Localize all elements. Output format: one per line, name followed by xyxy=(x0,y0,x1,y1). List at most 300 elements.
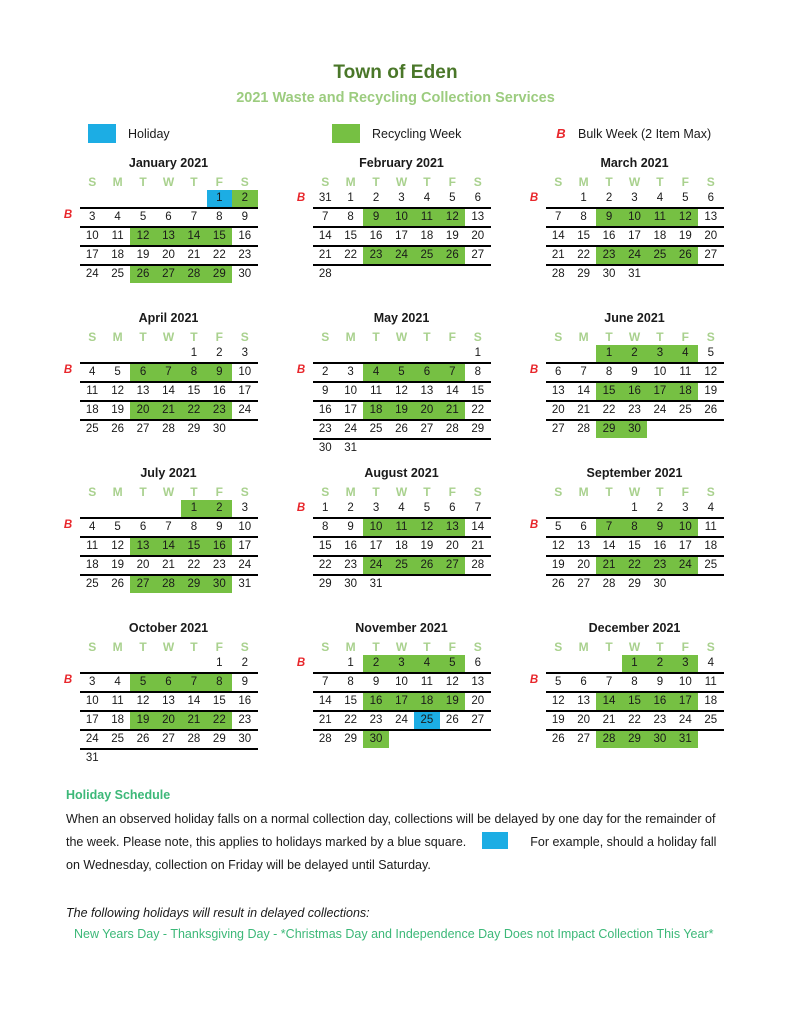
day-cell-empty xyxy=(207,749,232,767)
day-cell: 16 xyxy=(363,227,388,246)
bulk-week-marker: B xyxy=(63,674,73,687)
weekday-header: M xyxy=(345,330,356,345)
day-cell: 9 xyxy=(363,673,388,692)
day-cell: 17 xyxy=(363,537,388,556)
weekday-header: T xyxy=(656,175,664,190)
day-cell: 10 xyxy=(389,208,414,227)
day-cell: 13 xyxy=(571,537,596,556)
day-cell: 28 xyxy=(571,420,596,438)
day-cell: 7 xyxy=(181,208,206,227)
day-cell: 2 xyxy=(207,500,232,518)
day-cell-empty xyxy=(596,500,621,518)
day-cell: 19 xyxy=(546,556,571,575)
day-cell: 1 xyxy=(181,500,206,518)
day-cell: 3 xyxy=(682,502,689,515)
weekday-header: W xyxy=(395,485,408,500)
day-cell-empty xyxy=(546,190,571,208)
day-cell-empty xyxy=(414,575,439,593)
day-cell: 25 xyxy=(363,420,388,439)
month-table xyxy=(313,639,491,748)
day-cell: 3 xyxy=(338,363,363,382)
day-cell: 30 xyxy=(363,730,388,748)
day-cell: 31 xyxy=(673,730,698,748)
weekday-header: S xyxy=(706,330,715,345)
week-row xyxy=(313,556,491,575)
day-cell: 2 xyxy=(363,655,388,673)
day-cell: 3 xyxy=(372,502,380,515)
month-title: February 2021 xyxy=(359,156,444,171)
month-march xyxy=(518,155,751,310)
day-cell: 7 xyxy=(546,208,571,227)
day-cell: 29 xyxy=(596,420,621,438)
day-cell: 24 xyxy=(80,730,105,749)
weekday-header-row xyxy=(546,329,724,345)
day-cell: 12 xyxy=(389,382,414,401)
month-title: November 2021 xyxy=(355,621,448,636)
day-cell: 29 xyxy=(571,265,596,283)
day-cell: 25 xyxy=(389,556,414,575)
day-cell: 5 xyxy=(707,347,714,360)
day-cell-empty xyxy=(571,655,596,673)
day-cell: 13 xyxy=(414,382,439,401)
month-table xyxy=(80,329,258,438)
day-cell: 28 xyxy=(156,420,181,438)
day-cell: 30 xyxy=(232,730,257,749)
day-cell: 8 xyxy=(313,518,338,537)
day-cell: 26 xyxy=(440,711,465,730)
week-row xyxy=(546,711,724,730)
day-cell: 9 xyxy=(232,673,257,692)
day-cell: 30 xyxy=(207,575,232,593)
weekday-header: F xyxy=(448,175,456,190)
recycling-swatch-icon xyxy=(332,124,360,143)
month-table xyxy=(546,174,724,283)
week-row xyxy=(313,208,491,227)
day-cell: 8 xyxy=(181,518,206,537)
day-cell: 12 xyxy=(440,208,465,227)
day-cell-empty xyxy=(156,500,181,518)
day-cell: 12 xyxy=(673,208,698,227)
weekday-header: S xyxy=(240,640,249,655)
day-cell: 5 xyxy=(130,673,155,692)
week-row xyxy=(546,190,724,208)
month-title: December 2021 xyxy=(588,621,681,636)
month-november xyxy=(285,620,518,775)
day-cell: 11 xyxy=(80,382,105,401)
day-cell-empty xyxy=(105,345,130,363)
day-cell: 20 xyxy=(546,401,571,420)
day-cell-empty xyxy=(465,439,490,457)
holiday-schedule-section xyxy=(66,788,730,877)
day-cell: 18 xyxy=(363,401,388,420)
weekday-header: S xyxy=(554,175,563,190)
day-cell: 25 xyxy=(698,556,723,575)
weekday-header: S xyxy=(554,330,563,345)
day-cell: 31 xyxy=(363,575,388,593)
weekday-header: T xyxy=(605,485,613,500)
day-cell: 9 xyxy=(363,208,388,227)
day-cell: 18 xyxy=(80,401,105,420)
day-cell: 23 xyxy=(338,556,363,575)
day-cell: 4 xyxy=(105,673,130,692)
week-row xyxy=(313,673,491,692)
day-cell-empty xyxy=(698,575,723,593)
day-cell: 6 xyxy=(156,673,181,692)
month-title: July 2021 xyxy=(140,466,197,481)
day-cell: 20 xyxy=(465,692,490,711)
weekday-header-row xyxy=(313,484,491,500)
holiday-text-part2: For example, should a holiday fall on Wednesday, collection on Friday will be delayed until Saturday. xyxy=(66,835,717,872)
bulk-week-marker: B xyxy=(63,209,73,222)
day-cell: 24 xyxy=(389,711,414,730)
day-cell: 20 xyxy=(414,401,439,420)
day-cell: 12 xyxy=(105,382,130,401)
day-cell: 10 xyxy=(389,673,414,692)
day-cell: 28 xyxy=(440,420,465,439)
month-title: June 2021 xyxy=(604,311,665,326)
day-cell: 11 xyxy=(363,382,388,401)
weekday-header: T xyxy=(372,485,380,500)
weekday-header: T xyxy=(605,640,613,655)
day-cell: 17 xyxy=(338,401,363,420)
day-cell: 6 xyxy=(156,208,181,227)
weekday-header: S xyxy=(706,175,715,190)
day-cell: 10 xyxy=(232,518,257,537)
legend-label-holiday: Holiday xyxy=(128,126,170,141)
day-cell: 17 xyxy=(673,692,698,711)
day-cell: 28 xyxy=(181,730,206,749)
day-cell: 14 xyxy=(596,692,621,711)
day-cell: 5 xyxy=(389,363,414,382)
day-cell: 28 xyxy=(465,556,490,575)
day-cell: 23 xyxy=(207,401,232,420)
day-cell: 15 xyxy=(571,227,596,246)
week-row xyxy=(313,190,491,208)
weekday-header: S xyxy=(473,175,482,190)
day-cell: 28 xyxy=(546,265,571,283)
week-row xyxy=(313,692,491,711)
day-cell: 24 xyxy=(80,265,105,283)
day-cell-empty xyxy=(363,439,388,457)
weekday-header: T xyxy=(423,640,431,655)
day-cell: 19 xyxy=(414,537,439,556)
day-cell: 2 xyxy=(313,363,338,382)
day-cell: 23 xyxy=(596,246,621,265)
day-cell: 19 xyxy=(698,382,723,401)
week-row xyxy=(546,518,724,537)
day-cell: 1 xyxy=(322,502,329,515)
weekday-header: S xyxy=(321,485,330,500)
day-cell: 12 xyxy=(130,692,155,711)
bulk-week-marker: B xyxy=(296,192,306,205)
day-cell-empty xyxy=(440,575,465,593)
week-row xyxy=(313,382,491,401)
day-cell: 4 xyxy=(398,502,405,515)
weekday-header: S xyxy=(88,175,97,190)
day-cell: 11 xyxy=(698,673,723,692)
month-title: April 2021 xyxy=(138,311,199,326)
day-cell: 26 xyxy=(698,401,723,420)
day-cell: 31 xyxy=(232,575,257,593)
inline-holiday-swatch-icon xyxy=(482,832,508,849)
day-cell: 26 xyxy=(414,556,439,575)
weekday-header-row xyxy=(80,484,258,500)
day-cell: 30 xyxy=(232,265,257,283)
day-cell: 14 xyxy=(465,518,490,537)
day-cell: 10 xyxy=(363,518,388,537)
week-row xyxy=(546,692,724,711)
day-cell: 4 xyxy=(673,345,698,363)
day-cell: 1 xyxy=(631,502,638,515)
day-cell: 20 xyxy=(130,401,155,420)
day-cell: 11 xyxy=(80,537,105,556)
day-cell: 18 xyxy=(647,227,672,246)
weekday-header: M xyxy=(578,330,589,345)
weekday-header: T xyxy=(423,330,431,345)
day-cell: 10 xyxy=(673,518,698,537)
weekday-header: W xyxy=(628,640,641,655)
day-cell: 29 xyxy=(207,265,232,283)
day-cell-empty xyxy=(338,265,363,283)
month-table xyxy=(546,484,724,593)
day-cell: 7 xyxy=(181,673,206,692)
calendar-grid xyxy=(0,155,791,775)
week-row xyxy=(546,265,724,283)
weekday-header: M xyxy=(112,330,123,345)
week-row xyxy=(313,500,491,518)
weekday-header: W xyxy=(628,485,641,500)
day-cell: 22 xyxy=(596,401,621,420)
week-row xyxy=(546,208,724,227)
weekday-header: F xyxy=(681,330,689,345)
day-cell: 4 xyxy=(105,208,130,227)
day-cell: 8 xyxy=(571,208,596,227)
day-cell: 12 xyxy=(546,537,571,556)
day-cell-empty xyxy=(440,345,465,363)
day-cell: 19 xyxy=(673,227,698,246)
day-cell-empty xyxy=(465,575,490,593)
weekday-header: F xyxy=(215,640,223,655)
month-table xyxy=(80,174,258,283)
week-row xyxy=(80,265,258,283)
day-cell: 14 xyxy=(546,227,571,246)
day-cell: 16 xyxy=(338,537,363,556)
day-cell: 20 xyxy=(130,556,155,575)
weekday-header: W xyxy=(162,485,175,500)
week-row xyxy=(313,363,491,382)
day-cell: 6 xyxy=(707,192,714,205)
weekday-header: W xyxy=(395,330,408,345)
day-cell: 15 xyxy=(313,537,338,556)
day-cell: 18 xyxy=(698,537,723,556)
day-cell: 9 xyxy=(207,363,232,382)
day-cell-empty xyxy=(414,265,439,283)
month-title: January 2021 xyxy=(128,156,209,171)
day-cell: 22 xyxy=(622,556,647,575)
weekday-header: S xyxy=(240,485,249,500)
week-row xyxy=(546,500,724,518)
day-cell: 6 xyxy=(449,502,456,515)
day-cell: 7 xyxy=(474,502,481,515)
weekday-header: S xyxy=(554,640,563,655)
week-row xyxy=(80,246,258,265)
month-october xyxy=(52,620,285,775)
day-cell: 4 xyxy=(707,657,714,670)
day-cell: 27 xyxy=(465,711,490,730)
day-cell: 8 xyxy=(465,363,490,382)
day-cell: 20 xyxy=(440,537,465,556)
day-cell: 8 xyxy=(207,673,232,692)
day-cell: 24 xyxy=(389,246,414,265)
day-cell: 11 xyxy=(389,518,414,537)
day-cell: 14 xyxy=(571,382,596,401)
day-cell-empty xyxy=(156,749,181,767)
bulk-week-marker: B xyxy=(63,519,73,532)
weekday-header: W xyxy=(162,330,175,345)
day-cell: 4 xyxy=(656,192,664,205)
day-cell: 27 xyxy=(465,246,490,265)
day-cell-empty xyxy=(232,420,257,438)
day-cell: 7 xyxy=(440,363,465,382)
weekday-header: S xyxy=(554,485,563,500)
day-cell: 15 xyxy=(181,382,206,401)
day-cell: 26 xyxy=(105,420,130,438)
month-table xyxy=(546,639,724,748)
day-cell: 15 xyxy=(622,692,647,711)
day-cell: 9 xyxy=(338,518,363,537)
day-cell: 6 xyxy=(474,657,481,670)
day-cell-empty xyxy=(130,655,155,673)
day-cell-empty xyxy=(389,575,414,593)
day-cell: 12 xyxy=(414,518,439,537)
day-cell: 30 xyxy=(596,265,621,283)
week-row xyxy=(313,420,491,439)
day-cell: 9 xyxy=(622,363,647,382)
day-cell: 1 xyxy=(216,657,223,670)
day-cell-empty xyxy=(673,575,698,593)
day-cell: 28 xyxy=(313,730,338,748)
weekday-header: M xyxy=(345,485,356,500)
month-december xyxy=(518,620,751,775)
day-cell: 24 xyxy=(622,246,647,265)
month-january xyxy=(52,155,285,310)
day-cell: 5 xyxy=(546,518,571,537)
day-cell: 21 xyxy=(440,401,465,420)
day-cell: 21 xyxy=(571,401,596,420)
week-row xyxy=(313,265,491,283)
month-september xyxy=(518,465,751,620)
day-cell: 16 xyxy=(232,227,257,246)
day-cell: 27 xyxy=(156,730,181,749)
weekday-header-row xyxy=(546,639,724,655)
day-cell: 25 xyxy=(105,265,130,283)
day-cell: 13 xyxy=(698,208,723,227)
month-august xyxy=(285,465,518,620)
month-table xyxy=(80,484,258,593)
day-cell-empty xyxy=(105,500,130,518)
day-cell: 6 xyxy=(474,192,481,205)
day-cell: 3 xyxy=(80,208,105,227)
day-cell: 30 xyxy=(207,420,232,438)
day-cell: 3 xyxy=(673,655,698,673)
day-cell: 13 xyxy=(571,692,596,711)
day-cell: 4 xyxy=(80,518,105,537)
day-cell: 6 xyxy=(546,363,571,382)
day-cell-empty xyxy=(156,345,181,363)
day-cell-empty xyxy=(389,439,414,457)
day-cell: 19 xyxy=(105,556,130,575)
day-cell-empty xyxy=(80,500,105,518)
day-cell: 21 xyxy=(596,556,621,575)
weekday-header: T xyxy=(423,485,431,500)
day-cell-empty xyxy=(698,265,723,283)
week-row xyxy=(80,692,258,711)
day-cell: 28 xyxy=(181,265,206,283)
weekday-header: M xyxy=(578,175,589,190)
day-cell: 18 xyxy=(389,537,414,556)
day-cell: 13 xyxy=(465,673,490,692)
day-cell: 5 xyxy=(682,192,689,205)
week-row xyxy=(546,227,724,246)
week-row xyxy=(80,518,258,537)
day-cell: 30 xyxy=(647,730,672,748)
day-cell: 21 xyxy=(156,401,181,420)
day-cell: 24 xyxy=(673,556,698,575)
week-row xyxy=(546,730,724,748)
weekday-header: S xyxy=(473,485,482,500)
day-cell-empty xyxy=(130,190,155,208)
week-row xyxy=(546,345,724,363)
month-july xyxy=(52,465,285,620)
day-cell: 21 xyxy=(181,246,206,265)
month-title: October 2021 xyxy=(128,621,209,636)
weekday-header: T xyxy=(139,175,147,190)
week-row xyxy=(313,537,491,556)
weekday-header: T xyxy=(190,175,198,190)
day-cell: 2 xyxy=(656,502,664,515)
day-cell: 22 xyxy=(313,556,338,575)
day-cell: 4 xyxy=(80,363,105,382)
day-cell: 12 xyxy=(440,673,465,692)
month-title: May 2021 xyxy=(373,311,430,326)
day-cell: 22 xyxy=(207,711,232,730)
day-cell: 30 xyxy=(647,575,672,593)
day-cell: 19 xyxy=(130,246,155,265)
weekday-header: T xyxy=(656,485,664,500)
day-cell: 1 xyxy=(347,192,354,205)
weekday-header: W xyxy=(162,640,175,655)
day-cell: 14 xyxy=(181,692,206,711)
day-cell: 27 xyxy=(698,246,723,265)
week-row xyxy=(80,190,258,208)
weekday-header: F xyxy=(215,330,223,345)
day-cell: 20 xyxy=(571,556,596,575)
day-cell: 17 xyxy=(622,227,647,246)
day-cell: 10 xyxy=(673,673,698,692)
day-cell: 23 xyxy=(647,711,672,730)
weekday-header: S xyxy=(321,175,330,190)
month-february xyxy=(285,155,518,310)
week-row xyxy=(80,575,258,593)
day-cell: 29 xyxy=(338,730,363,748)
day-cell-empty xyxy=(647,265,672,283)
day-cell: 3 xyxy=(241,502,248,515)
day-cell: 18 xyxy=(80,556,105,575)
week-row xyxy=(313,246,491,265)
week-row xyxy=(80,227,258,246)
day-cell: 23 xyxy=(232,711,257,730)
day-cell: 21 xyxy=(181,711,206,730)
